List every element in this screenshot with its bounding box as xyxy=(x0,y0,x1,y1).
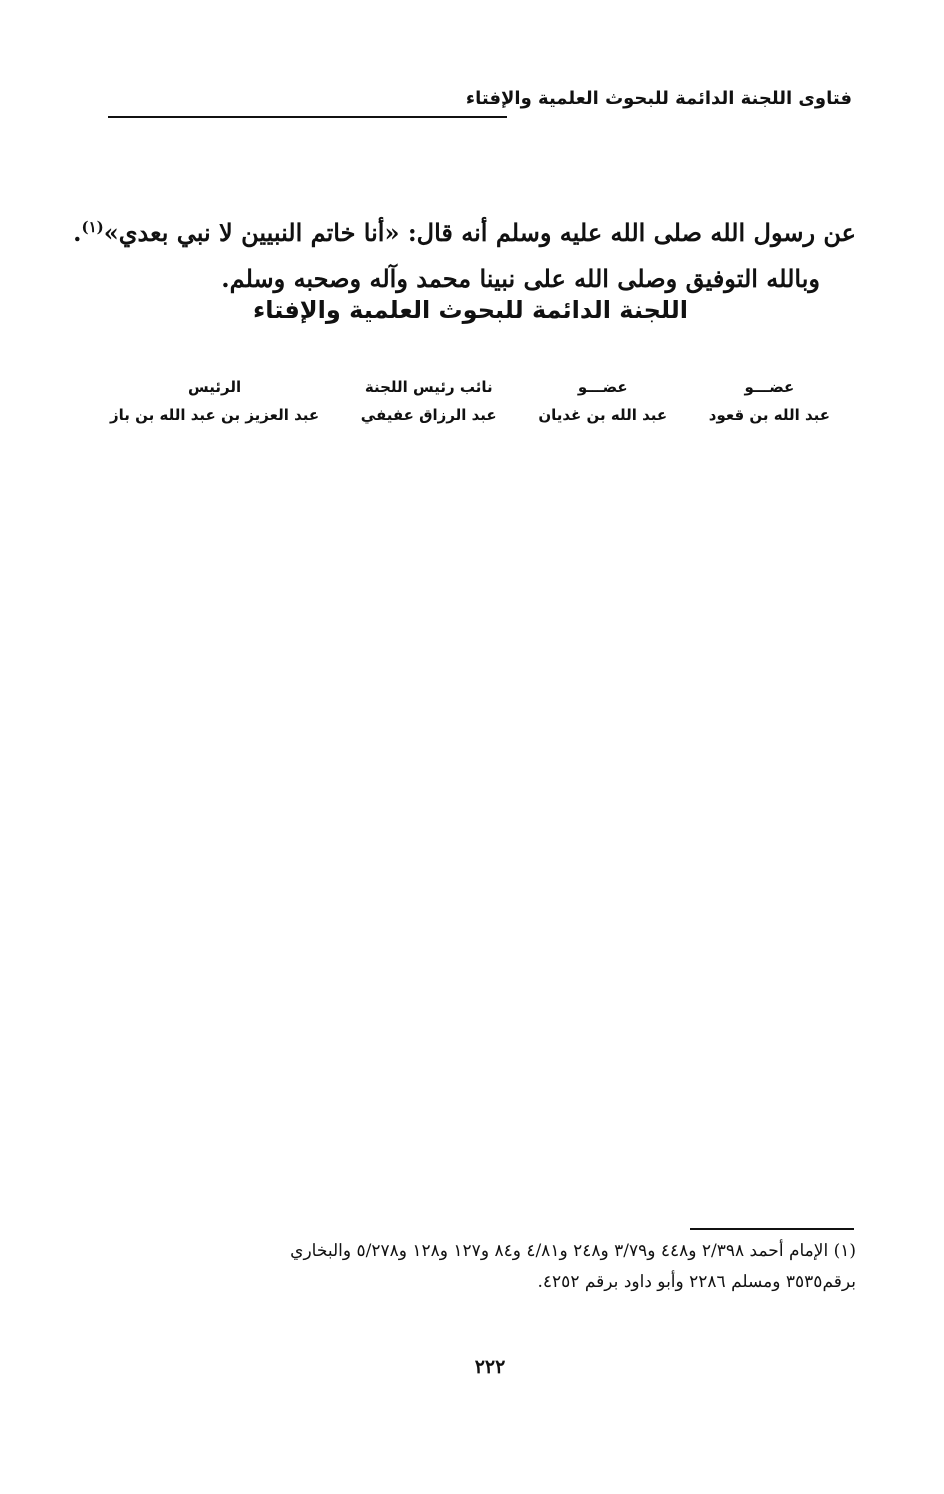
signature-deputy-chair xyxy=(361,378,497,438)
signature-name: عبد العزيز بن عبد الله بن باز xyxy=(110,406,320,424)
committee-heading: اللجنة الدائمة للبحوث العلمية والإفتاء xyxy=(253,296,688,324)
header-title: فتاوى اللجنة الدائمة للبحوث العلمية والإفتاء xyxy=(465,88,852,109)
footnote-line-1: (١) الإمام أحمد ٢/٣٩٨ و٤٤٨ و٣/٧٩ و٢٤٨ و٤/٨١ و٨٤ و١٢٧ و١٢٨ و٥/٢٧٨ والبخاري xyxy=(290,1241,856,1261)
signature-role: عضـــو xyxy=(577,378,628,396)
signature-member-1 xyxy=(709,378,830,438)
hadith-text: عن رسول الله صلى الله عليه وسلم أنه قال: «أنا خاتم النبيين لا نبي بعدي» xyxy=(103,218,856,247)
page-number: ٢٢٢ xyxy=(474,1356,506,1378)
signature-name: عبد الله بن غديان xyxy=(538,406,668,424)
signature-role: الرئيس xyxy=(188,378,242,396)
header-rule xyxy=(108,116,507,118)
footnote-line-2: برقم٣٥٣٥ ومسلم ٢٢٨٦ وأبو داود برقم ٤٢٥٢. xyxy=(537,1272,856,1292)
signature-chairman xyxy=(110,378,319,438)
footnote-rule xyxy=(690,1228,854,1230)
signature-block xyxy=(110,378,830,438)
running-header xyxy=(108,88,852,124)
hadith-period: . xyxy=(73,218,82,247)
footnote-marker: (١) xyxy=(81,218,104,236)
signature-member-2 xyxy=(538,378,667,438)
signature-name: عبد الله بن قعود xyxy=(708,406,830,424)
signature-name: عبد الرزاق عفيفي xyxy=(360,406,497,424)
footnote xyxy=(112,1236,856,1298)
signature-role: نائب رئيس اللجنة xyxy=(364,378,493,396)
signature-role: عضـــو xyxy=(744,378,795,396)
body-line-hadith xyxy=(73,204,856,256)
fatwa-body xyxy=(73,204,856,302)
body-line-closing: وبالله التوفيق وصلى الله على نبينا محمد وآله وصحبه وسلم. xyxy=(221,264,820,293)
